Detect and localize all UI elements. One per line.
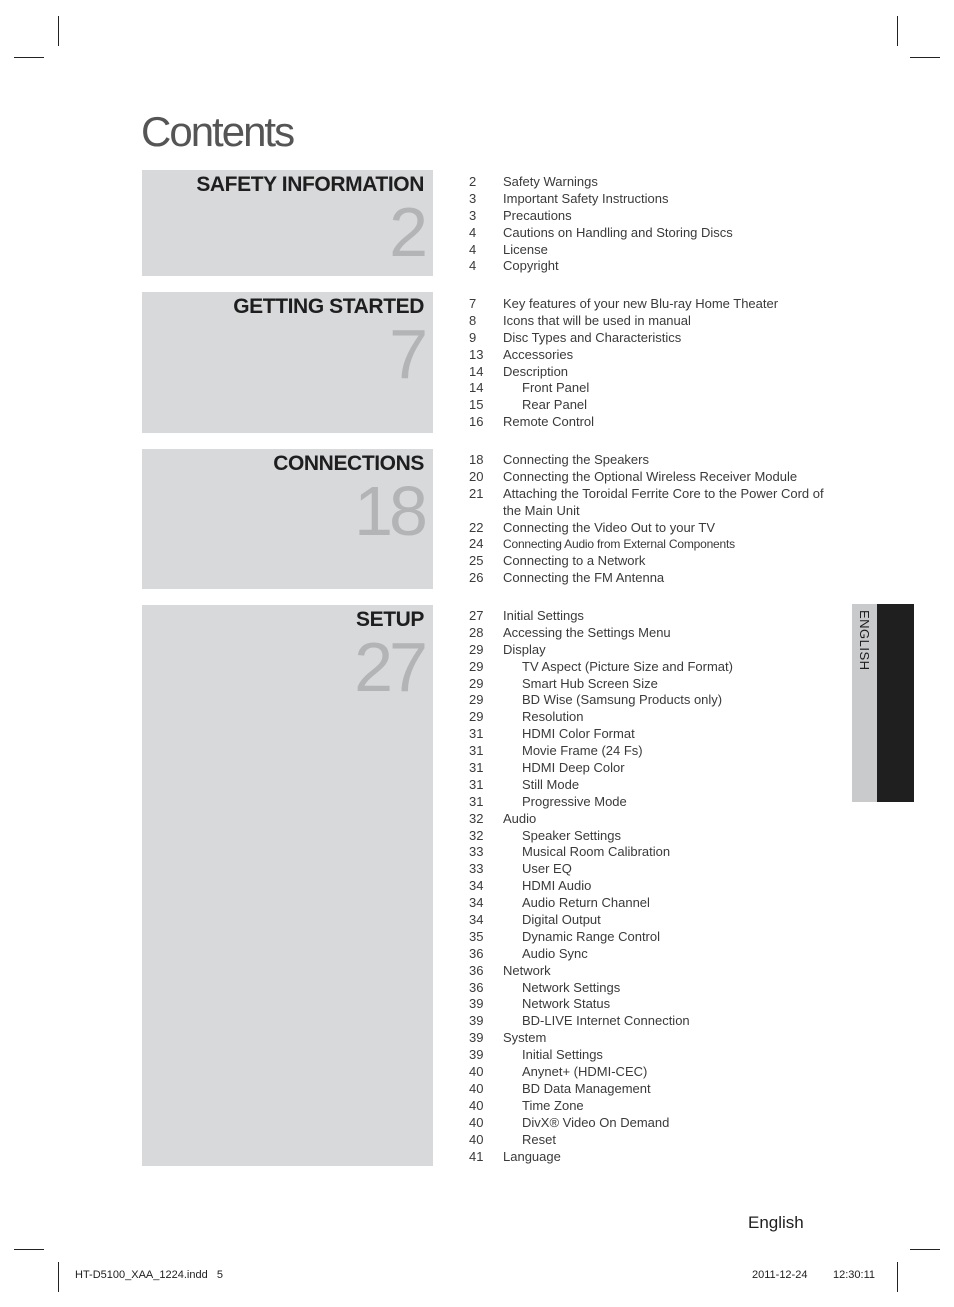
toc-page-number: 34 bbox=[469, 895, 484, 911]
toc-entry-label: Audio bbox=[503, 810, 537, 826]
slug-date: 2011-12-24 bbox=[752, 1269, 808, 1281]
toc-entry-label: Speaker Settings bbox=[522, 827, 622, 843]
toc-page-number: 29 bbox=[469, 675, 484, 691]
toc-page-number: 35 bbox=[469, 928, 484, 944]
toc-entry-label: Anynet+ (HDMI-CEC) bbox=[522, 1064, 648, 1080]
section-heading: GETTING STARTED bbox=[233, 295, 424, 318]
toc-page-number: 32 bbox=[469, 827, 484, 843]
toc-subentry bbox=[469, 1013, 849, 1030]
toc-entry-label: Connecting the Speakers bbox=[503, 452, 649, 467]
toc-page-number: 36 bbox=[469, 979, 484, 995]
section-page-number: 7 bbox=[389, 315, 424, 393]
toc-subentry bbox=[469, 659, 849, 676]
toc-entry-label: Reset bbox=[522, 1131, 556, 1147]
toc-page-number: 4 bbox=[469, 258, 477, 274]
toc-page-number: 40 bbox=[469, 1064, 484, 1080]
section-panel-getting-started bbox=[142, 292, 433, 433]
crop-mark bbox=[58, 16, 59, 46]
toc-subentry bbox=[469, 828, 849, 845]
toc-entry-label: Connecting the Video Out to your TV bbox=[503, 519, 715, 535]
toc-page-number: 25 bbox=[469, 553, 484, 569]
section-panel-connections bbox=[142, 449, 433, 589]
toc-entry-label: Dynamic Range Control bbox=[522, 928, 661, 944]
toc-subentry bbox=[469, 1081, 849, 1098]
toc-entry-label: Language bbox=[503, 1148, 561, 1164]
toc-page-number: 34 bbox=[469, 878, 484, 894]
toc-subentry bbox=[469, 1098, 849, 1115]
toc-subentry bbox=[469, 1115, 849, 1132]
toc-page-number: 4 bbox=[469, 224, 477, 240]
crop-mark bbox=[897, 16, 898, 46]
toc-entry-label: Audio Sync bbox=[522, 945, 588, 961]
toc-entry-label: TV Aspect (Picture Size and Format) bbox=[522, 658, 733, 674]
toc-page-number: 40 bbox=[469, 1097, 484, 1113]
section-page-number: 18 bbox=[354, 472, 424, 550]
toc-subentry bbox=[469, 692, 849, 709]
toc-page-number: 39 bbox=[469, 996, 484, 1012]
toc-subentry bbox=[469, 726, 849, 743]
language-tab-label: ENGLISH bbox=[857, 610, 872, 671]
toc-page-number: 39 bbox=[469, 1047, 484, 1063]
toc-list-getting-started bbox=[469, 296, 849, 431]
section-heading: SETUP bbox=[355, 608, 424, 631]
toc-page-number: 3 bbox=[469, 190, 477, 206]
toc-page-number: 9 bbox=[469, 329, 477, 345]
toc-entry bbox=[469, 570, 849, 587]
toc-subentry bbox=[469, 1047, 849, 1064]
toc-subentry bbox=[469, 760, 849, 777]
toc-entry-label: Copyright bbox=[503, 258, 559, 274]
toc-entry bbox=[469, 963, 849, 980]
crop-mark bbox=[897, 1262, 898, 1292]
toc-entry-label: Initial Settings bbox=[503, 608, 584, 623]
toc-subentry bbox=[469, 794, 849, 811]
language-tab-marker bbox=[877, 604, 914, 802]
toc-page-number: 31 bbox=[469, 743, 484, 759]
toc-list-safety bbox=[469, 174, 849, 275]
toc-entry-label: BD-LIVE Internet Connection bbox=[522, 1013, 690, 1029]
toc-page-number: 26 bbox=[469, 570, 484, 586]
toc-entry-label: Remote Control bbox=[503, 414, 595, 430]
toc-entry-label: Still Mode bbox=[522, 776, 580, 792]
toc-page-number: 29 bbox=[469, 692, 484, 708]
toc-entry bbox=[469, 536, 849, 553]
toc-entry-label: HDMI Color Format bbox=[522, 726, 635, 742]
toc-page-number: 29 bbox=[469, 641, 484, 657]
toc-entry-label: Safety Warnings bbox=[503, 174, 598, 189]
toc-entry-label: Connecting the FM Antenna bbox=[503, 570, 665, 586]
toc-page-number: 40 bbox=[469, 1131, 484, 1147]
toc-subentry bbox=[469, 861, 849, 878]
toc-subentry bbox=[469, 929, 849, 946]
toc-subentry bbox=[469, 743, 849, 760]
toc-entry-label: Musical Room Calibration bbox=[522, 844, 671, 860]
toc-entry-label: Smart Hub Screen Size bbox=[522, 675, 658, 691]
toc-page-number: 20 bbox=[469, 468, 484, 484]
toc-entry-label: Network bbox=[503, 962, 551, 978]
toc-page-number: 31 bbox=[469, 726, 484, 742]
toc-entry bbox=[469, 258, 849, 275]
toc-entry bbox=[469, 225, 849, 242]
toc-entry-label: Front Panel bbox=[522, 380, 590, 396]
crop-mark bbox=[910, 1249, 940, 1250]
toc-entry bbox=[469, 520, 849, 537]
toc-entry bbox=[469, 191, 849, 208]
toc-entry-label: Progressive Mode bbox=[522, 793, 627, 809]
slug-time: 12:30:11 bbox=[833, 1269, 876, 1281]
toc-entry-label: Attaching the Toroidal Ferrite Core to the Power Cord of the Main Unit bbox=[503, 485, 824, 518]
toc-entry-label: HDMI Deep Color bbox=[522, 760, 625, 776]
toc-entry bbox=[469, 1149, 849, 1166]
toc-entry bbox=[469, 1030, 849, 1047]
toc-subentry bbox=[469, 996, 849, 1013]
toc-entry bbox=[469, 642, 849, 659]
toc-entry bbox=[469, 330, 849, 347]
toc-entry-label: Digital Output bbox=[522, 912, 601, 928]
toc-entry bbox=[469, 414, 849, 431]
toc-page-number: 31 bbox=[469, 793, 484, 809]
toc-subentry bbox=[469, 1132, 849, 1149]
toc-entry-label: BD Wise (Samsung Products only) bbox=[522, 692, 723, 708]
toc-page-number: 8 bbox=[469, 312, 477, 328]
toc-page-number: 34 bbox=[469, 912, 484, 928]
toc-entry bbox=[469, 608, 849, 625]
toc-entry-label: Accessories bbox=[503, 346, 574, 362]
toc-entry-label: Disc Types and Characteristics bbox=[503, 329, 682, 345]
toc-entry-label: Description bbox=[503, 363, 569, 379]
section-panel-safety bbox=[142, 170, 433, 276]
toc-entry-label: Network Status bbox=[522, 996, 611, 1012]
toc-entry bbox=[469, 296, 849, 313]
toc-page-number: 27 bbox=[469, 608, 484, 623]
toc-page-number: 22 bbox=[469, 519, 484, 535]
toc-page-number: 33 bbox=[469, 844, 484, 860]
toc-entry-label: Icons that will be used in manual bbox=[503, 312, 691, 328]
toc-entry-label: Connecting the Optional Wireless Receiver Module bbox=[503, 468, 798, 484]
toc-entry bbox=[469, 313, 849, 330]
toc-entry-label: Connecting to a Network bbox=[503, 553, 646, 569]
toc-entry bbox=[469, 347, 849, 364]
toc-subentry bbox=[469, 676, 849, 693]
footer-language: English bbox=[748, 1213, 804, 1232]
toc-subentry bbox=[469, 878, 849, 895]
toc-page-number: 39 bbox=[469, 1030, 484, 1046]
toc-page-number: 36 bbox=[469, 945, 484, 961]
toc-page-number: 4 bbox=[469, 241, 477, 257]
section-heading: SAFETY INFORMATION bbox=[196, 173, 424, 196]
toc-entry bbox=[469, 486, 849, 520]
toc-entry bbox=[469, 174, 849, 191]
section-page-number: 2 bbox=[389, 193, 424, 271]
toc-entry-label: Cautions on Handling and Storing Discs bbox=[503, 224, 733, 240]
crop-mark bbox=[14, 1249, 44, 1250]
toc-page-number: 40 bbox=[469, 1080, 484, 1096]
toc-entry-label: DivX® Video On Demand bbox=[522, 1114, 670, 1130]
toc-page-number: 21 bbox=[469, 485, 484, 501]
toc-entry-label: Connecting Audio from External Components bbox=[503, 537, 735, 552]
toc-entry-label: License bbox=[503, 241, 548, 257]
toc-entry-label: Precautions bbox=[503, 207, 572, 223]
toc-subentry bbox=[469, 709, 849, 726]
toc-page-number: 2 bbox=[469, 174, 477, 189]
toc-subentry bbox=[469, 980, 849, 997]
toc-page-number: 14 bbox=[469, 363, 484, 379]
section-panel-setup bbox=[142, 605, 433, 1166]
toc-entry-label: Key features of your new Blu-ray Home Theater bbox=[503, 296, 779, 311]
toc-entry bbox=[469, 625, 849, 642]
toc-page-number: 3 bbox=[469, 207, 477, 223]
section-page-number: 27 bbox=[354, 628, 424, 706]
toc-entry-label: Time Zone bbox=[522, 1097, 584, 1113]
crop-mark bbox=[910, 57, 940, 58]
toc-page-number: 29 bbox=[469, 658, 484, 674]
toc-subentry bbox=[469, 777, 849, 794]
toc-subentry bbox=[469, 946, 849, 963]
toc-subentry bbox=[469, 844, 849, 861]
page-title: Contents bbox=[141, 108, 294, 155]
toc-entry-label: Rear Panel bbox=[522, 397, 588, 413]
toc-page-number: 31 bbox=[469, 760, 484, 776]
slug-file-name: HT-D5100_XAA_1224.indd 5 bbox=[75, 1269, 223, 1281]
toc-entry-label: Movie Frame (24 Fs) bbox=[522, 743, 643, 759]
toc-page-number: 24 bbox=[469, 536, 484, 552]
toc-entry-label: Audio Return Channel bbox=[522, 895, 650, 911]
toc-entry-label: Display bbox=[503, 641, 546, 657]
toc-page-number: 28 bbox=[469, 624, 484, 640]
toc-page-number: 41 bbox=[469, 1148, 484, 1164]
toc-list-connections bbox=[469, 452, 849, 587]
toc-entry bbox=[469, 469, 849, 486]
toc-subentry bbox=[469, 912, 849, 929]
toc-entry bbox=[469, 553, 849, 570]
toc-page-number: 13 bbox=[469, 346, 484, 362]
toc-page-number: 16 bbox=[469, 414, 484, 430]
section-heading: CONNECTIONS bbox=[273, 452, 424, 475]
toc-page-number: 40 bbox=[469, 1114, 484, 1130]
crop-mark bbox=[14, 57, 44, 58]
toc-page-number: 18 bbox=[469, 452, 484, 467]
toc-entry-label: Resolution bbox=[522, 709, 584, 725]
toc-page-number: 32 bbox=[469, 810, 484, 826]
toc-page-number: 39 bbox=[469, 1013, 484, 1029]
toc-page-number: 15 bbox=[469, 397, 484, 413]
toc-entry-label: System bbox=[503, 1030, 547, 1046]
toc-subentry bbox=[469, 380, 849, 397]
toc-subentry bbox=[469, 895, 849, 912]
toc-entry bbox=[469, 811, 849, 828]
toc-entry bbox=[469, 208, 849, 225]
toc-page-number: 14 bbox=[469, 380, 484, 396]
toc-entry-label: BD Data Management bbox=[522, 1080, 651, 1096]
toc-page-number: 7 bbox=[469, 296, 477, 311]
toc-entry-label: Important Safety Instructions bbox=[503, 190, 669, 206]
toc-entry-label: HDMI Audio bbox=[522, 878, 592, 894]
toc-page-number: 36 bbox=[469, 962, 484, 978]
toc-entry bbox=[469, 242, 849, 259]
toc-entry-label: User EQ bbox=[522, 861, 572, 877]
toc-page-number: 31 bbox=[469, 776, 484, 792]
toc-subentry bbox=[469, 1064, 849, 1081]
toc-page-number: 29 bbox=[469, 709, 484, 725]
toc-list-setup bbox=[469, 608, 849, 1165]
toc-entry-label: Accessing the Settings Menu bbox=[503, 624, 671, 640]
toc-page-number: 33 bbox=[469, 861, 484, 877]
toc-entry bbox=[469, 364, 849, 381]
toc-entry-label: Initial Settings bbox=[522, 1047, 603, 1063]
toc-entry bbox=[469, 452, 849, 469]
crop-mark bbox=[58, 1262, 59, 1292]
toc-subentry bbox=[469, 397, 849, 414]
toc-entry-label: Network Settings bbox=[522, 979, 621, 995]
